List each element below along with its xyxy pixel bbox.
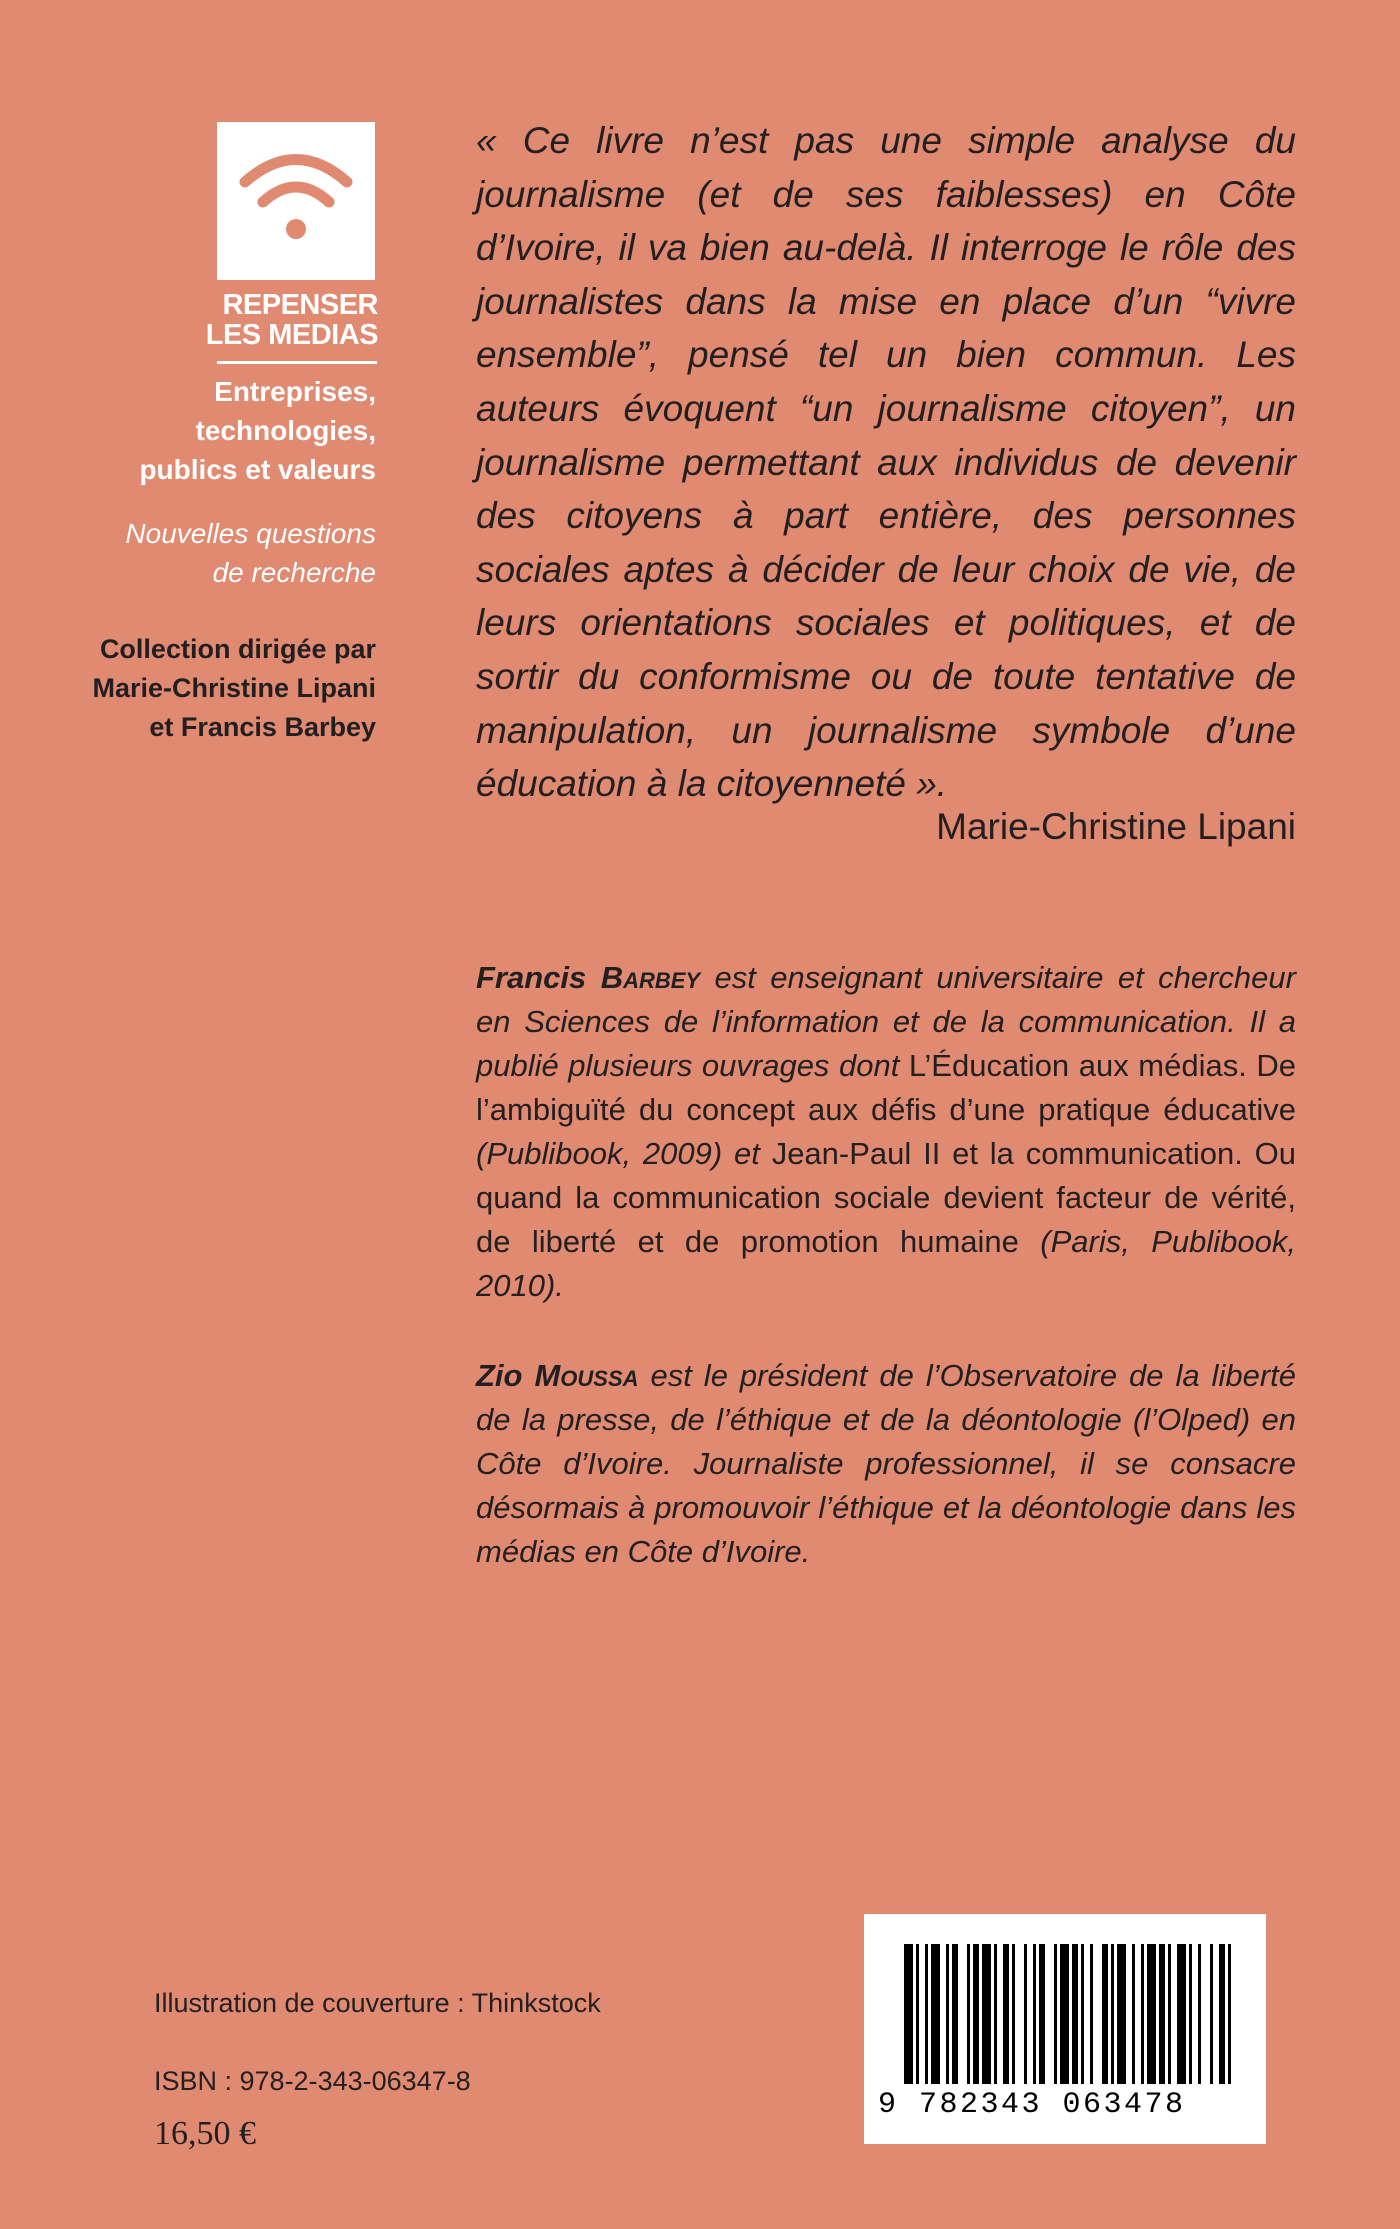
quote-author: Marie-Christine Lipani [936, 806, 1296, 847]
barcode-bar [1159, 1944, 1165, 2084]
brand-divider [217, 361, 377, 364]
collection-brand [200, 290, 378, 350]
wifi-icon [217, 122, 375, 280]
barcode-digits: 9 782343 063478 [878, 2088, 1186, 2122]
author-last-name: Moussa [534, 1358, 639, 1393]
barcode-bar [1219, 1944, 1225, 2084]
tagline-line-1: Nouvelles questions [125, 518, 376, 549]
barcode-bar [904, 1944, 913, 2084]
barcode-bar [994, 1944, 997, 2084]
directors-line-2: Marie-Christine Lipani [92, 673, 376, 703]
barcode-bar [1168, 1944, 1171, 2084]
price: 16,50 € [154, 2115, 256, 2152]
cover-credit: Illustration de couverture : Thinkstock [154, 1988, 601, 2018]
barcode-bar [1117, 1944, 1126, 2084]
subtitle-line-3: publics et valeurs [139, 454, 376, 485]
barcode-bar [1141, 1944, 1144, 2084]
collection-logo [217, 122, 375, 280]
blurb-quote: « Ce livre n’est pas une simple analyse du journalisme (et de ses faiblesses) en Côte d’Ivoire, il va bien au-delà. Il interroge le rôle des journalistes dans la mise en place d’un “vivre ensemble”, pensé tel un bien commun. Les auteurs évoquent “un journalisme citoyen”, un journalisme permettant aux individus de devenir des citoyens à part entière, des personnes sociales aptes à décider de leur choix de vie, de leurs orientations sociales et politiques, et de sortir du conformisme ou de toute tentative de manipulation, un journalisme symbole d’une éducation à la citoyenneté ». [476, 120, 1296, 805]
author-last-name: Barbey [600, 960, 701, 995]
barcode-bar [1033, 1944, 1036, 2084]
bio-text: est enseignant universitaire et chercheur en Sciences de l’information et de la communication. Il a publié plusieurs ouvrages dont [476, 960, 1296, 1083]
book-title: Jean-Paul II et la communication. Ou quand la communication sociale devient facteur de vérité, de liberté et de promotion humaine [476, 1136, 1296, 1259]
book-publisher: (Publibook, 2009) et [476, 1136, 772, 1171]
barcode-bar [1003, 1944, 1009, 2084]
author-bio-barbey [476, 956, 1296, 1308]
barcode-bar [967, 1944, 970, 2084]
barcode-bar [1012, 1944, 1015, 2084]
author-first-name: Zio [476, 1358, 523, 1393]
barcode-bar [916, 1944, 919, 2084]
barcode [864, 1914, 1266, 2144]
tagline-line-2: de recherche [212, 557, 376, 588]
barcode-bar [931, 1944, 940, 2084]
barcode-bar [1147, 1944, 1156, 2084]
collection-tagline [60, 514, 376, 592]
author-first-name: Francis [476, 960, 587, 995]
barcode-bar [925, 1944, 928, 2084]
collection-subtitle [60, 372, 376, 489]
barcode-bar [1177, 1944, 1186, 2084]
collection-directors [40, 630, 376, 747]
barcode-bar [1090, 1944, 1093, 2084]
subtitle-line-1: Entreprises, [214, 376, 376, 407]
brand-line-1: REPENSER [222, 289, 378, 321]
brand-line-2: LES MEDIAS [205, 319, 378, 351]
directors-line-1: Collection dirigée par [99, 634, 376, 664]
barcode-bar [1111, 1944, 1114, 2084]
barcode-bar [1024, 1944, 1027, 2084]
book-title: L’Éducation aux médias. De l’ambiguïté du concept aux défis d’une pratique éducative [476, 1048, 1296, 1127]
barcode-bar [1060, 1944, 1069, 2084]
barcode-bar [1189, 1944, 1192, 2084]
subtitle-line-2: technologies, [195, 415, 376, 446]
barcode-bar [1039, 1944, 1045, 2084]
directors-line-3: et Francis Barbey [149, 712, 376, 742]
barcode-bar [1228, 1944, 1231, 2084]
barcode-bar [946, 1944, 949, 2084]
barcode-bar [1072, 1944, 1078, 2084]
barcode-bar [1210, 1944, 1213, 2084]
barcode-bar [982, 1944, 991, 2084]
barcode-bar [1081, 1944, 1084, 2084]
barcode-bar [1132, 1944, 1135, 2084]
author-bio-moussa [476, 1354, 1296, 1574]
bio-text: est le président de l’Observatoire de la liberté de la presse, de l’éthique et de la déontologie (l’Olped) en Côte d’Ivoire. Journaliste professionnel, il se consacre désormais à promouvoir l’éthique et la déontologie dans les médias en Côte d’Ivoire. [476, 1358, 1296, 1569]
barcode-bar [1102, 1944, 1108, 2084]
book-publisher: (Paris, Publibook, 2010). [476, 1224, 1296, 1303]
barcode-bar [952, 1944, 958, 2084]
barcode-bar [1054, 1944, 1057, 2084]
isbn: ISBN : 978-2-343-06347-8 [154, 2066, 471, 2096]
barcode-bar [973, 1944, 979, 2084]
barcode-bar [1198, 1944, 1201, 2084]
